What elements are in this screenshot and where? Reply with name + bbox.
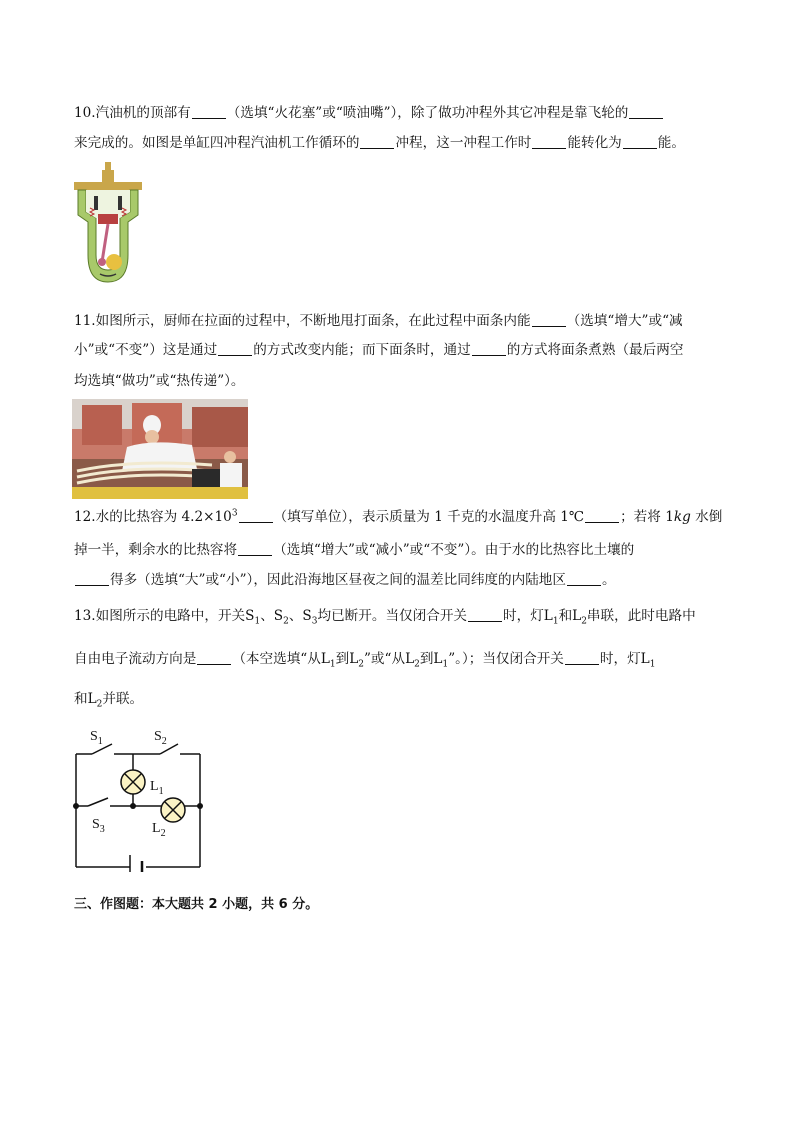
q13-line3: 和$L_2$并联。 bbox=[74, 691, 144, 710]
q12-line1: 12.水的比热容为 $4.2\times 10^3$ （填写单位），表示质量为 1 千克的水温度升高 1℃ ；若将 1kg 水倒 bbox=[74, 508, 723, 525]
answer-blank bbox=[567, 571, 601, 586]
answer-blank bbox=[218, 341, 252, 356]
answer-blank bbox=[532, 134, 566, 149]
lamp-l2-icon bbox=[161, 798, 185, 822]
answer-blank bbox=[532, 312, 566, 327]
lamp-l1-icon bbox=[121, 770, 145, 794]
q12-line3: 得多（选填“大”或“小”），因此沿海地区昼夜之间的温差比同纬度的内陆地区 。 bbox=[74, 571, 616, 589]
q10-line1: 10.汽油机的顶部有 （选填“火花塞”或“喷油嘴”），除了做功冲程外其它冲程是靠飞轮的 bbox=[74, 104, 664, 122]
junction-dot bbox=[73, 803, 79, 809]
q11-line1: 11.如图所示，厨师在拉面的过程中，不断地甩打面条，在此过程中面条内能 （选填“增大”或“减 bbox=[74, 313, 683, 329]
label-s1: $S_1$ bbox=[90, 729, 103, 747]
label-l2: $L_2$ bbox=[152, 821, 166, 839]
engine-figure bbox=[72, 160, 144, 285]
circuit-diagram bbox=[70, 722, 210, 872]
answer-blank bbox=[239, 508, 273, 523]
answer-blank bbox=[238, 541, 272, 556]
q12-line2: 掉一半，剩余水的比热容将 （选填“增大”或“减小”或“不变”）。由于水的比热容比土壤的 bbox=[74, 542, 635, 558]
answer-blank bbox=[360, 134, 394, 149]
answer-blank bbox=[629, 104, 663, 119]
junction-dot bbox=[197, 803, 203, 809]
q13-line2: 自由电子流动方向是 （本空选填“从$L_1$到$L_2$”或“从$L_2$到$L_1$”。）；当仅闭合开关 时，灯$L_1$ bbox=[74, 651, 656, 670]
answer-blank bbox=[197, 650, 231, 665]
answer-blank bbox=[585, 508, 619, 523]
answer-blank bbox=[468, 607, 502, 622]
q11-line3: 均选填“做功”或“热传递”）。 bbox=[74, 373, 245, 389]
label-s3: $S_3$ bbox=[92, 817, 105, 835]
junction-dot bbox=[130, 803, 136, 809]
q11-line2: 小”或“不变”）这是通过 的方式改变内能；而下面条时，通过 的方式将面条煮熟（最后两空 bbox=[74, 342, 684, 358]
s3-switch-blade bbox=[88, 798, 108, 806]
q13-line1: 13.如图所示的电路中，开关$S_1$、$S_2$、$S_3$均已断开。当仅闭合开关 时，灯$L_1$和$L_2$串联，此时电路中 bbox=[74, 608, 696, 627]
answer-blank bbox=[472, 341, 506, 356]
chef-noodle-photo bbox=[72, 399, 248, 499]
label-s2: $S_2$ bbox=[154, 729, 167, 747]
answer-blank bbox=[565, 650, 599, 665]
answer-blank bbox=[623, 134, 657, 149]
label-l1: $L_1$ bbox=[150, 779, 164, 797]
answer-blank bbox=[75, 571, 109, 586]
q10-line2: 来完成的。如图是单缸四冲程汽油机工作循环的 冲程，这一冲程工作时 能转化为 能。 bbox=[74, 135, 685, 151]
section-3-heading: 三、作图题：本大题共 2 小题，共 6 分。 bbox=[74, 897, 319, 912]
answer-blank bbox=[192, 104, 226, 119]
